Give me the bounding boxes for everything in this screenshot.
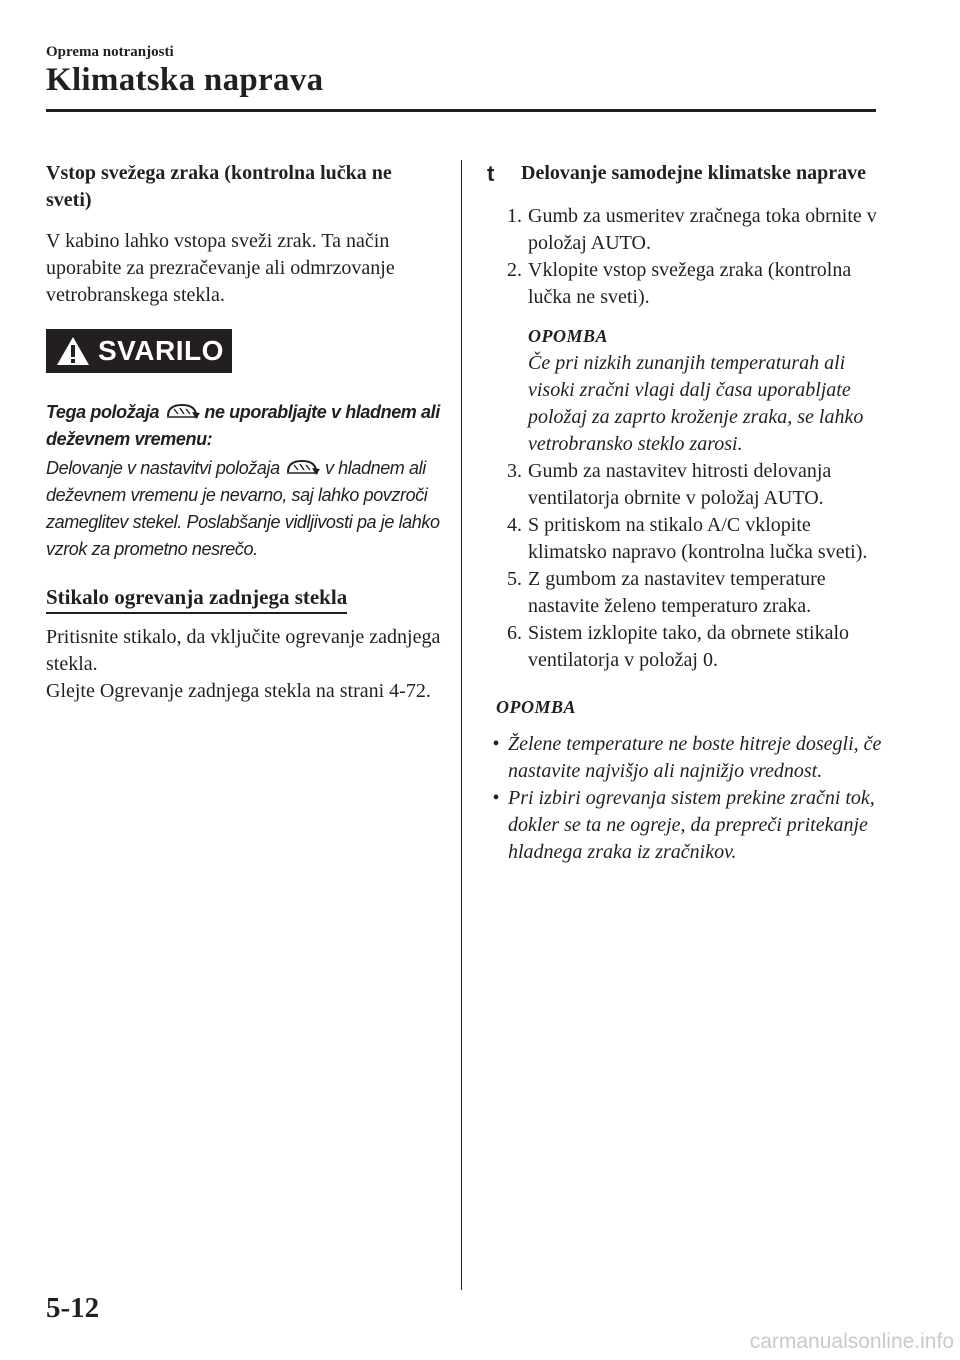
auto-operation-heading-row (484, 160, 884, 187)
title-rule (46, 109, 876, 112)
fresh-air-heading: Vstop svežega zraka (kontrolna lučka ne sveti) (46, 162, 392, 211)
note-bullet-text: Pri izbiri ogrevanja sistem prekine zračni tok, dokler se ta ne ogreje, da prepreči pritekanje hladnega zraka iz zračnikov. (508, 787, 875, 863)
rear-defogger-heading: Stikalo ogrevanja zadnjega stekla (46, 583, 347, 614)
rear-defogger-body: Pritisnite stikalo, da vključite ogrevanje zadnjega stekla. (46, 626, 441, 675)
auto-operation-heading: Delovanje samodejne klimatske naprave (521, 162, 866, 184)
warning-title-part-1: Tega položaja (46, 402, 164, 422)
bullet-dot: • (492, 733, 500, 755)
warning-title-part-2: ne uporabljajte v hladnem ali deževnem vremenu: (46, 402, 440, 449)
step-item (484, 458, 884, 512)
section-marker: t (487, 161, 495, 186)
step-text: Z gumbom za nastavitev temperature nastavite želeno temperaturo zraka. (528, 568, 826, 617)
step-item (484, 257, 884, 311)
step-item (484, 566, 884, 620)
step-number: 2. (507, 259, 522, 281)
right-column (484, 160, 884, 866)
step-text: S pritiskom na stikalo A/C vklopite klimatsko napravo (kontrolna lučka sveti). (528, 514, 868, 563)
inner-note-text: Če pri nizkih zunanjih temperaturah ali visoki zračni vlagi dalj časa uporabljate položaj za zaprto kroženje zraka, se lahko vetrobransko steklo zarosi. (528, 352, 864, 455)
step-number: 5. (507, 568, 522, 590)
inner-note-label: OPOMBA (528, 326, 609, 346)
warning-body (46, 455, 441, 563)
section-label: Oprema notranjosti (46, 44, 174, 60)
page-number: 5-12 (46, 1292, 100, 1324)
fresh-air-body: V kabino lahko vstopa sveži zrak. Ta način uporabite za prezračevanje ali odmrzovanje vetrobranskega stekla. (46, 230, 395, 306)
warning-triangle-icon (56, 336, 90, 366)
step-number: 4. (507, 514, 522, 536)
bullet-dot: • (492, 787, 500, 809)
left-column (46, 160, 441, 705)
step-text: Gumb za nastavitev hitrosti delovanja ventilatorja obrnite v položaj AUTO. (528, 460, 832, 509)
warning-body-part-2: v hladnem ali deževnem vremenu je nevarno, saj lahko povzroči zameglitev stekel. Poslabšanje vidljivosti pa je lahko vzrok za prometno nesrečo. (46, 458, 440, 559)
step-item (484, 203, 884, 257)
step-number: 3. (507, 460, 522, 482)
step-text: Vklopite vstop svežega zraka (kontrolna lučka ne sveti). (528, 259, 852, 308)
warning-title (46, 399, 441, 453)
step-item (484, 512, 884, 566)
note-bullet-text: Želene temperature ne boste hitreje dosegli, če nastavite najvišjo ali najnižjo vrednost. (508, 733, 882, 782)
inner-note (522, 323, 884, 458)
note-bullet (484, 785, 884, 866)
warning-body-part-1: Delovanje v nastavitvi položaja (46, 458, 285, 478)
rear-defogger-reference: Glejte Ogrevanje zadnjega stekla na strani 4-72. (46, 680, 431, 702)
air-recirculation-icon (284, 458, 320, 476)
step-text: Sistem izklopite tako, da obrnete stikalo ventilatorja v položaj 0. (528, 622, 850, 671)
note-bullet (484, 731, 884, 785)
column-divider (461, 160, 462, 1290)
note-label: OPOMBA (496, 697, 577, 717)
step-number: 1. (507, 205, 522, 227)
warning-badge (46, 329, 232, 373)
step-number: 6. (507, 622, 522, 644)
watermark: carmanualsonline.info (749, 1330, 954, 1353)
step-item (484, 620, 884, 674)
air-recirculation-icon (164, 402, 200, 420)
step-text: Gumb za usmeritev zračnega toka obrnite v položaj AUTO. (528, 205, 877, 254)
warning-badge-label: SVARILO (98, 335, 224, 366)
page-title: Klimatska naprava (46, 62, 324, 98)
